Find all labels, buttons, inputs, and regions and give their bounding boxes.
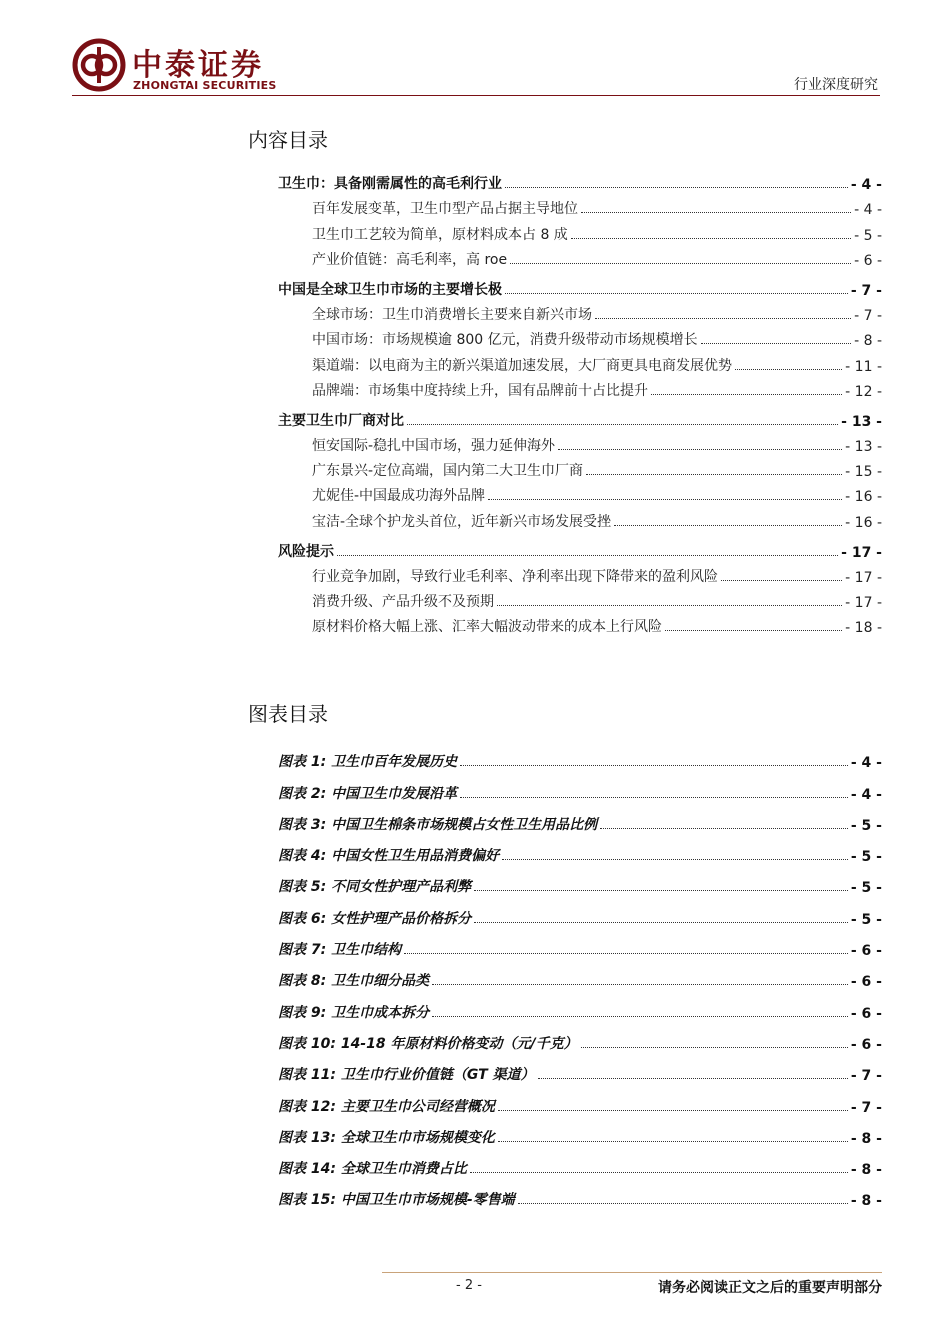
- toc-subsection-link[interactable]: [278, 430, 882, 455]
- figure-list-link[interactable]: [278, 1116, 882, 1147]
- dot-leader: [432, 984, 848, 985]
- toc-page-number: - 4 -: [854, 202, 882, 219]
- dot-leader: [735, 369, 842, 370]
- toc-entry-title: 宝洁-全球个护龙头首位，近年新兴市场发展受挫: [312, 513, 612, 530]
- figure-page-number: - 6 -: [850, 1005, 882, 1022]
- toc-page-number: - 16 -: [845, 514, 882, 531]
- dot-leader: [337, 555, 838, 556]
- figure-list-link[interactable]: [278, 1147, 882, 1178]
- figure-list-link[interactable]: [278, 1178, 882, 1209]
- figure-entry-title: 图表 7: 卫生巾结构: [278, 942, 402, 959]
- toc-page-number: - 6 -: [854, 252, 882, 269]
- toc-entry-title: 全球市场：卫生巾消费增长主要来自新兴市场: [312, 307, 592, 324]
- figure-page-number: - 5 -: [850, 911, 882, 928]
- logo-chinese-name: 中泰证券: [132, 48, 264, 83]
- figure-entry-title: 图表 15: 中国卫生巾市场规模-零售端: [278, 1192, 515, 1209]
- toc-page-number: - 17 -: [845, 595, 882, 612]
- dot-leader: [498, 1141, 848, 1142]
- toc-entry-title: 品牌端：市场集中度持续上升，国有品牌前十占比提升: [312, 382, 648, 399]
- figure-list-link[interactable]: [278, 1053, 882, 1084]
- figure-list-link[interactable]: [278, 865, 882, 896]
- toc-subsection-link[interactable]: [278, 375, 882, 400]
- toc-entry-title: 卫生巾工艺较为简单，原材料成本占 8 成: [312, 226, 568, 243]
- figure-entry-title: 图表 10: 14-18 年原材料价格变动（元/千克）: [278, 1035, 578, 1052]
- list-of-figures: [278, 740, 882, 1209]
- logo-english-name: ZHONGTAI SECURITIES: [133, 79, 277, 92]
- toc-page-number: - 8 -: [854, 333, 882, 350]
- toc-page-number: - 17 -: [841, 544, 882, 561]
- table-of-contents: [278, 168, 882, 636]
- page-number: - 2 -: [456, 1278, 482, 1293]
- toc-entry-title: 卫生巾：具备刚需属性的高毛利行业: [278, 176, 502, 193]
- figure-page-number: - 6 -: [850, 974, 882, 991]
- figure-page-number: - 6 -: [850, 1036, 882, 1053]
- dot-leader: [498, 1110, 848, 1111]
- toc-subsection-link[interactable]: [278, 611, 882, 636]
- toc-page-number: - 11 -: [845, 358, 882, 375]
- dot-leader: [407, 424, 838, 425]
- dot-leader: [581, 212, 851, 213]
- dot-leader: [432, 1016, 848, 1017]
- toc-entry-title: 百年发展变革，卫生巾型产品占据主导地位: [312, 201, 578, 218]
- toc-entry-title: 中国是全球卫生巾市场的主要增长极: [278, 281, 502, 298]
- toc-entry-title: 风险提示: [278, 543, 334, 560]
- dot-leader: [497, 605, 842, 606]
- toc-page-number: - 12 -: [845, 383, 882, 400]
- dot-leader: [538, 1078, 848, 1079]
- toc-entry-title: 产业价值链：高毛利率，高 roe: [312, 251, 508, 268]
- toc-subsection-link[interactable]: [278, 505, 882, 530]
- dot-leader: [505, 187, 848, 188]
- footer-divider: [382, 1272, 882, 1273]
- dot-leader: [571, 238, 851, 239]
- dot-leader: [470, 1172, 848, 1173]
- dot-leader: [404, 953, 848, 954]
- figure-list-link[interactable]: [278, 834, 882, 865]
- figure-entry-title: 图表 5: 不同女性护理产品利弊: [278, 879, 472, 896]
- figure-page-number: - 8 -: [850, 1193, 882, 1210]
- figure-entry-title: 图表 9: 卫生巾成本拆分: [278, 1004, 430, 1021]
- disclaimer-note: 请务必阅读正文之后的重要声明部分: [658, 1280, 882, 1296]
- toc-subsection-link[interactable]: [278, 561, 882, 586]
- dot-leader: [558, 449, 842, 450]
- figure-page-number: - 6 -: [850, 943, 882, 960]
- figure-page-number: - 4 -: [850, 755, 882, 772]
- zhongtai-logo-icon: [72, 38, 126, 92]
- toc-entry-title: 渠道端：以电商为主的新兴渠道加速发展，大厂商更具电商发展优势: [312, 357, 732, 374]
- figure-entry-title: 图表 8: 卫生巾细分品类: [278, 973, 430, 990]
- dot-leader: [721, 580, 842, 581]
- toc-page-number: - 15 -: [845, 464, 882, 481]
- figure-entry-title: 图表 6: 女性护理产品价格拆分: [278, 910, 472, 927]
- dot-leader: [581, 1047, 848, 1048]
- toc-section-link[interactable]: [278, 536, 882, 561]
- figures-title: 图表目录: [248, 702, 328, 726]
- figure-entry-title: 图表 14: 全球卫生巾消费占比: [278, 1161, 467, 1178]
- toc-entry-title: 尤妮佳-中国最成功海外品牌: [312, 488, 486, 505]
- figure-list-link[interactable]: [278, 1084, 882, 1115]
- figure-list-link[interactable]: [278, 928, 882, 959]
- figure-list-link[interactable]: [278, 803, 882, 834]
- figure-page-number: - 7 -: [850, 1099, 882, 1116]
- dot-leader: [460, 765, 848, 766]
- toc-subsection-link[interactable]: [278, 218, 882, 243]
- toc-section-link[interactable]: [278, 168, 882, 193]
- figure-entry-title: 图表 11: 卫生巾行业价值链（GT 渠道）: [278, 1067, 535, 1084]
- figure-list-link[interactable]: [278, 1022, 882, 1053]
- toc-entry-title: 恒安国际-稳扎中国市场，强力延伸海外: [312, 438, 556, 455]
- figure-list-link[interactable]: [278, 959, 882, 990]
- toc-entry-title: 中国市场：市场规模逾 800 亿元，消费升级带动市场规模增长: [312, 332, 698, 349]
- figure-page-number: - 5 -: [850, 849, 882, 866]
- figure-page-number: - 4 -: [850, 786, 882, 803]
- dot-leader: [474, 922, 848, 923]
- toc-entry-title: 行业竞争加剧，导致行业毛利率、净利率出现下降带来的盈利风险: [312, 569, 718, 585]
- figure-list-link[interactable]: [278, 771, 882, 802]
- dot-leader: [505, 293, 848, 294]
- toc-subsection-link[interactable]: [278, 193, 882, 218]
- toc-subsection-link[interactable]: [278, 324, 882, 349]
- toc-subsection-link[interactable]: [278, 299, 882, 324]
- figure-entry-title: 图表 3: 中国卫生棉条市场规模占女性卫生用品比例: [278, 816, 598, 833]
- toc-entry-title: 原材料价格大幅上涨、汇率大幅波动带来的成本上行风险: [312, 619, 662, 636]
- figure-list-link[interactable]: [278, 990, 882, 1021]
- figure-entry-title: 图表 1: 卫生巾百年发展历史: [278, 754, 458, 771]
- toc-page-number: - 17 -: [845, 570, 882, 586]
- toc-page-number: - 16 -: [845, 489, 882, 506]
- figure-entry-title: 图表 13: 全球卫生巾市场规模变化: [278, 1129, 495, 1146]
- toc-page-number: - 18 -: [845, 620, 882, 637]
- toc-entry-title: 广东景兴-定位高端，国内第二大卫生巾厂商: [312, 463, 584, 480]
- toc-subsection-link[interactable]: [278, 244, 882, 269]
- figure-page-number: - 8 -: [850, 1130, 882, 1147]
- toc-page-number: - 5 -: [854, 227, 882, 244]
- dot-leader: [488, 499, 842, 500]
- figure-list-link[interactable]: [278, 896, 882, 927]
- dot-leader: [460, 797, 848, 798]
- toc-page-number: - 7 -: [850, 282, 882, 299]
- header-divider: [72, 95, 880, 96]
- toc-page-number: - 7 -: [854, 308, 882, 325]
- dot-leader: [651, 394, 842, 395]
- figure-entry-title: 图表 12: 主要卫生巾公司经营概况: [278, 1098, 495, 1115]
- dot-leader: [518, 1203, 848, 1204]
- toc-subsection-link[interactable]: [278, 349, 882, 374]
- dot-leader: [701, 343, 851, 344]
- figure-page-number: - 5 -: [850, 880, 882, 897]
- figure-list-link[interactable]: [278, 740, 882, 771]
- dot-leader: [600, 828, 848, 829]
- page-header: [0, 0, 950, 110]
- figure-page-number: - 5 -: [850, 817, 882, 834]
- dot-leader: [502, 859, 848, 860]
- toc-entry-title: 主要卫生巾厂商对比: [278, 412, 404, 429]
- toc-entry-title: 消费升级、产品升级不及预期: [312, 594, 494, 611]
- toc-page-number: - 4 -: [850, 177, 882, 194]
- toc-page-number: - 13 -: [845, 439, 882, 456]
- toc-subsection-link[interactable]: [278, 586, 882, 611]
- report-type-label: 行业深度研究: [794, 77, 878, 93]
- toc-page-number: - 13 -: [841, 413, 882, 430]
- dot-leader: [614, 525, 842, 526]
- figure-entry-title: 图表 2: 中国卫生巾发展沿革: [278, 785, 458, 802]
- figure-page-number: - 7 -: [850, 1068, 882, 1085]
- contents-title: 内容目录: [248, 128, 328, 152]
- dot-leader: [665, 630, 842, 631]
- figure-page-number: - 8 -: [850, 1162, 882, 1179]
- dot-leader: [595, 318, 851, 319]
- toc-section-link[interactable]: [278, 274, 882, 299]
- dot-leader: [586, 474, 842, 475]
- dot-leader: [510, 263, 851, 264]
- toc-subsection-link[interactable]: [278, 455, 882, 480]
- dot-leader: [474, 890, 848, 891]
- toc-section-link[interactable]: [278, 405, 882, 430]
- figure-entry-title: 图表 4: 中国女性卫生用品消费偏好: [278, 848, 500, 865]
- toc-subsection-link[interactable]: [278, 480, 882, 505]
